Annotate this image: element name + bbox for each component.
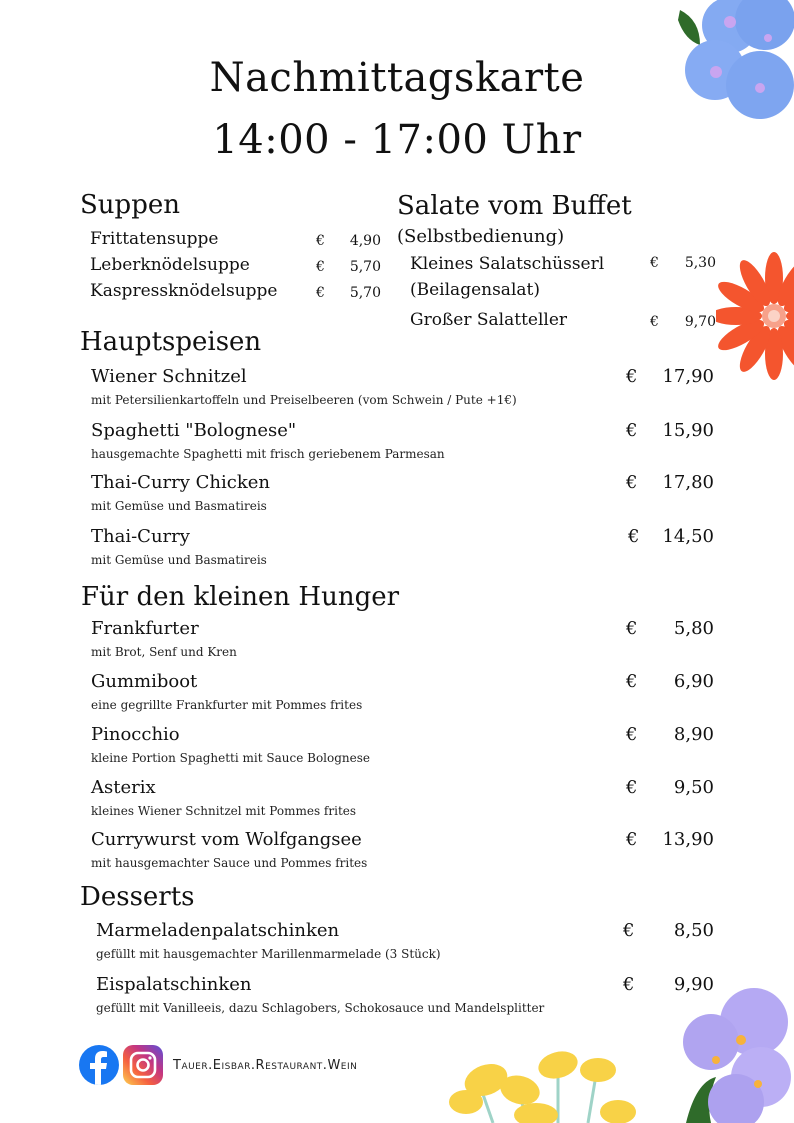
menu-item-price: 14,50: [662, 526, 714, 547]
menu-item-price: 5,80: [673, 618, 714, 639]
section-heading-suppen: Suppen: [80, 190, 180, 220]
page-title: Nachmittagskarte: [209, 55, 585, 101]
menu-item-price: 9,50: [673, 777, 714, 798]
currency-symbol: €: [626, 420, 638, 441]
menu-item-description: gefüllt mit hausgemachter Marillenmarmelade (3 Stück): [96, 947, 441, 961]
currency-symbol: €: [316, 285, 325, 301]
menu-item-price: 17,90: [662, 366, 714, 387]
menu-item-description: hausgemachte Spaghetti mit frisch geriebenem Parmesan: [91, 447, 445, 461]
menu-item-description: mit Gemüse und Basmatireis: [91, 553, 267, 567]
opening-hours: 14:00 - 17:00 Uhr: [212, 117, 582, 163]
menu-item-name: Thai-Curry Chicken: [91, 472, 270, 493]
currency-symbol: €: [623, 920, 635, 941]
menu-item-name: Currywurst vom Wolfgangsee: [91, 829, 362, 850]
menu-item-description: mit hausgemachter Sauce und Pommes frites: [91, 856, 368, 870]
menu-item-description: mit Gemüse und Basmatireis: [91, 499, 267, 513]
menu-item-name: Thai-Curry: [91, 526, 190, 547]
currency-symbol: €: [316, 259, 325, 275]
currency-symbol: €: [626, 618, 638, 639]
menu-item-price: 17,80: [662, 472, 714, 493]
currency-symbol: €: [650, 314, 659, 330]
currency-symbol: €: [626, 366, 638, 387]
menu-item-description: kleines Wiener Schnitzel mit Pommes frites: [91, 804, 357, 818]
menu-item-description: mit Petersilienkartoffeln und Preiselbeeren (vom Schwein / Pute +1€): [91, 393, 517, 407]
currency-symbol: €: [628, 526, 640, 547]
menu-item-price: 8,50: [673, 920, 714, 941]
currency-symbol: €: [650, 255, 659, 271]
menu-item-name: Eispalatschinken: [96, 974, 252, 995]
purple-flower-decoration: [676, 982, 794, 1123]
section-heading-desserts: Desserts: [80, 882, 195, 912]
menu-item-name: Gummiboot: [91, 671, 198, 692]
section-subheading: (Selbstbedienung): [397, 226, 565, 247]
menu-item-price: 8,90: [673, 724, 714, 745]
menu-item-name: Pinocchio: [91, 724, 180, 745]
yellow-flower-decoration: [448, 1050, 648, 1123]
menu-item-name: Asterix: [91, 777, 156, 798]
menu-item-price: 5,30: [684, 255, 716, 271]
menu-item-description: mit Brot, Senf und Kren: [91, 645, 237, 659]
currency-symbol: €: [626, 472, 638, 493]
menu-item-price: 5,70: [349, 259, 381, 275]
menu-item-description: gefüllt mit Vanilleeis, dazu Schlagobers, Schokosauce und Mandelsplitter: [96, 1001, 545, 1015]
menu-item-price: 5,70: [349, 285, 381, 301]
currency-symbol: €: [626, 724, 638, 745]
menu-item-price: 6,90: [673, 671, 714, 692]
menu-item-price: 9,70: [684, 314, 716, 330]
social-footer: [79, 1045, 357, 1085]
instagram-icon[interactable]: [123, 1045, 163, 1085]
social-handle[interactable]: Tauer.Eisbar.Restaurant.Wein: [173, 1057, 358, 1073]
menu-item-description: kleine Portion Spaghetti mit Sauce Bolognese: [91, 751, 371, 765]
menu-item-name: Großer Salatteller: [410, 310, 568, 330]
menu-item-name: Leberknödelsuppe: [90, 255, 250, 275]
menu-item-name: Frittatensuppe: [90, 229, 219, 249]
menu-item-price: 15,90: [662, 420, 714, 441]
menu-item-name: Marmeladenpalatschinken: [96, 920, 340, 941]
menu-item-price: 4,90: [349, 233, 381, 249]
section-heading-salate: Salate vom Buffet: [397, 191, 632, 221]
menu-item-name: Kleines Salatschüsserl: [410, 254, 605, 274]
red-flower-decoration: [716, 250, 794, 385]
menu-item-price: 13,90: [662, 829, 714, 850]
menu-item-name: Frankfurter: [91, 618, 199, 639]
menu-item-description: eine gegrillte Frankfurter mit Pommes frites: [91, 698, 363, 712]
menu-item-name: Kaspressknödelsuppe: [90, 281, 278, 301]
currency-symbol: €: [623, 974, 635, 995]
menu-item-name-line2: (Beilagensalat): [410, 280, 540, 300]
menu-item-name: Spaghetti "Bolognese": [91, 420, 297, 441]
currency-symbol: €: [316, 233, 325, 249]
section-heading-kleiner-hunger: Für den kleinen Hunger: [81, 582, 400, 612]
currency-symbol: €: [626, 829, 638, 850]
menu-item-name: Wiener Schnitzel: [91, 366, 247, 387]
menu-item-price: 9,90: [673, 974, 714, 995]
facebook-icon[interactable]: [79, 1045, 119, 1085]
currency-symbol: €: [626, 671, 638, 692]
currency-symbol: €: [626, 777, 638, 798]
section-heading-hauptspeisen: Hauptspeisen: [80, 327, 262, 357]
